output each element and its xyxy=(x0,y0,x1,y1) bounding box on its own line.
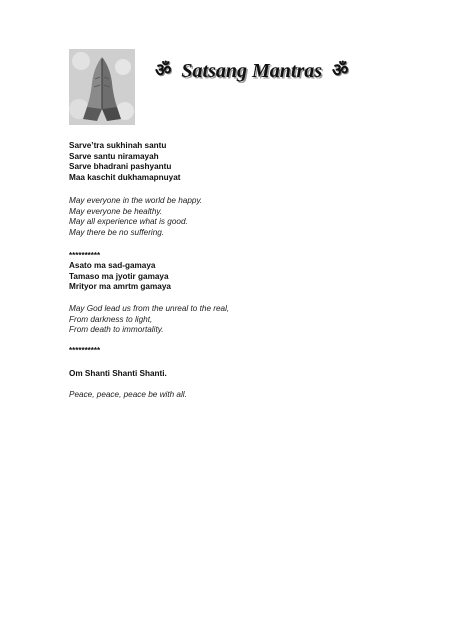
mantra1-sanskrit-line: Maa kaschit dukhamapnuyat xyxy=(69,172,181,182)
separator: ********** xyxy=(69,346,101,355)
mantra2-translation-line: From darkness to light, xyxy=(69,314,153,324)
title-row xyxy=(155,58,415,84)
praying-hands-icon xyxy=(69,49,135,125)
mantra1-sanskrit-line: Sarve bhadrani pashyantu xyxy=(69,162,172,172)
praying-hands-image xyxy=(69,49,135,125)
mantra2-translation xyxy=(69,304,409,336)
mantra3-translation-line: Peace, peace, peace be with all. xyxy=(69,390,187,399)
page-title: Satsang Mantras xyxy=(181,60,323,82)
mantra1-sanskrit xyxy=(69,141,409,183)
mantra1-translation-line: May everyone be healthy. xyxy=(69,206,163,216)
mantra2-sanskrit-line: Asato ma sad-gamaya xyxy=(69,261,156,270)
mantra3-sanskrit xyxy=(69,369,409,380)
mantra1-sanskrit-line: Sarve’tra sukhinah santu xyxy=(69,141,167,150)
separator: ********** xyxy=(69,251,101,260)
mantra1-translation-line: May everyone in the world be happy. xyxy=(69,196,203,205)
mantra1-translation xyxy=(69,196,409,238)
mantra1-translation-line: May there be no suffering. xyxy=(69,227,165,237)
mantra2-sanskrit-line: Mrityor ma amrtm gamaya xyxy=(69,282,171,292)
mantra1-sanskrit-line: Sarve santu niramayah xyxy=(69,151,159,161)
mantra3-translation xyxy=(69,390,409,401)
om-symbol-right: ॐ xyxy=(332,60,349,81)
mantra2-translation-line: May God lead us from the unreal to the real, xyxy=(69,304,230,313)
mantra2-translation-line: From death to immortality. xyxy=(69,325,164,335)
mantra1-translation-line: May all experience what is good. xyxy=(69,217,188,227)
om-symbol-left: ॐ xyxy=(155,60,172,81)
mantra2-sanskrit xyxy=(69,261,409,293)
mantra2-sanskrit-line: Tamaso ma jyotir gamaya xyxy=(69,271,169,281)
mantra3-sanskrit-line: Om Shanti Shanti Shanti. xyxy=(69,369,167,378)
